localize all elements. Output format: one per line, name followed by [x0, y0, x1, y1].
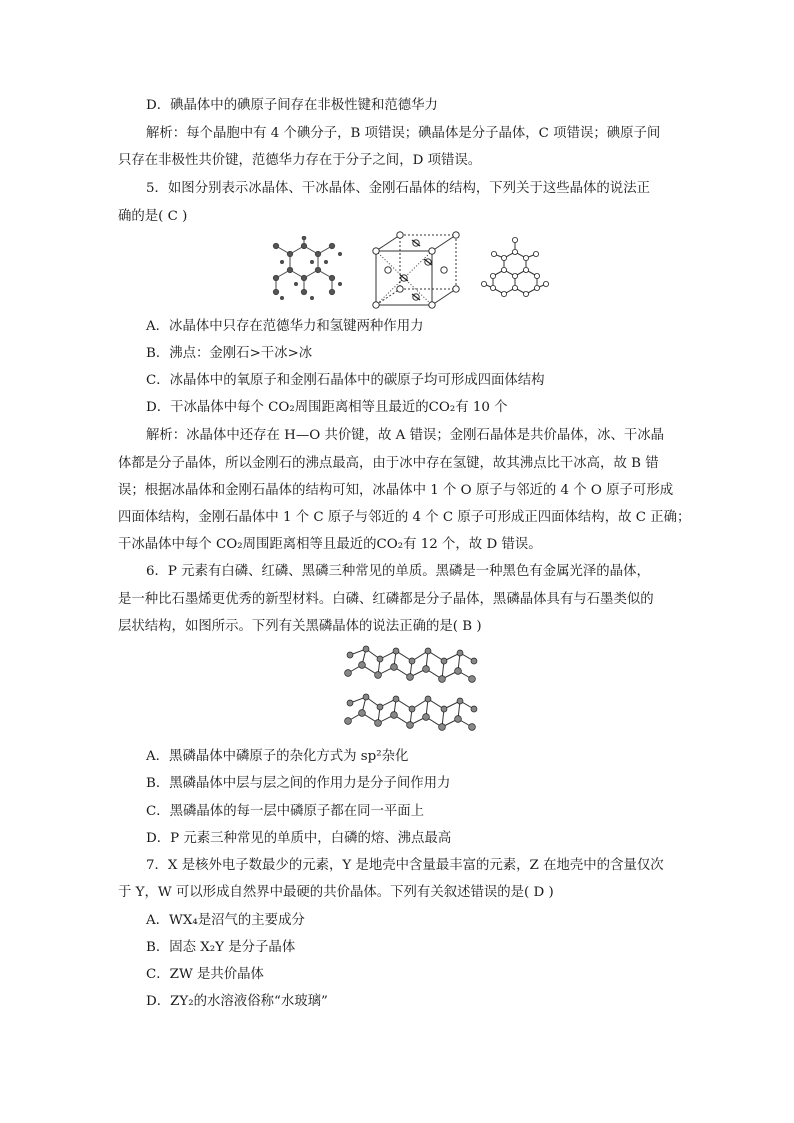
q6-stem-line-2: 是一种比石墨烯更优秀的新型材料。白磷、红磷都是分子晶体，黑磷晶体具有与石墨类似的	[118, 592, 654, 607]
q7-stem-line-1: 7．X 是核外电子数最少的元素，Y 是地壳中含量最丰富的元素，Z 在地壳中的含量仅次	[146, 858, 664, 873]
q5-option-b: B．沸点：金刚石>干冰>冰	[146, 346, 313, 361]
q6-stem-line-1: 6．P 元素有白磷、红磷、黑磷三种常见的单质。黑磷是一种黑色有金属光泽的晶体，	[146, 564, 650, 579]
q5-analysis-line-5: 干冰晶体中每个 CO₂周围距离相等且最近的CO₂有 12 个，故 D 错误。	[118, 537, 542, 552]
q5-analysis-line-1: 解析：冰晶体中还存在 H—O 共价键，故 A 错误；金刚石晶体是共价晶体，冰、干冰晶	[146, 428, 665, 443]
diamond-crystal-figure	[480, 236, 550, 302]
ice-crystal-figure	[268, 236, 346, 302]
q7-option-b: B．固态 X₂Y 是分子晶体	[146, 940, 296, 955]
black-phosphorus-figure	[340, 643, 480, 743]
q5-stem-line-1: 5．如图分别表示冰晶体、干冰晶体、金刚石晶体的结构，下列关于这些晶体的说法正	[146, 181, 650, 196]
q5-analysis-line-2: 体都是分子晶体，所以金刚石的沸点最高，由于冰中存在氢键，故其沸点比干冰高，故 B 错	[118, 456, 659, 471]
q4-option-d: D．碘晶体中的碘原子间存在非极性键和范德华力	[146, 98, 438, 113]
q6-option-c: C．黑磷晶体的每一层中磷原子都在同一平面上	[146, 804, 425, 819]
dry-ice-crystal-figure	[370, 229, 464, 309]
q6-option-b: B．黑磷晶体中层与层之间的作用力是分子间作用力	[146, 776, 451, 791]
q7-stem-line-2: 于 Y，W 可以形成自然界中最硬的共价晶体。下列有关叙述错误的是( D )	[118, 885, 554, 900]
q5-stem-line-2: 确的是( C )	[118, 209, 188, 224]
q6-stem-line-3: 层状结构，如图所示。下列有关黑磷晶体的说法正确的是( B )	[118, 619, 482, 634]
q5-option-c: C．冰晶体中的氧原子和金刚石晶体中的碳原子均可形成四面体结构	[146, 373, 545, 388]
q6-option-a: A．黑磷晶体中磷原子的杂化方式为 sp²杂化	[146, 749, 409, 764]
q5-analysis-line-3: 误；根据冰晶体和金刚石晶体的结构可知，冰晶体中 1 个 O 原子与邻近的 4 个 O 原子可形成	[118, 483, 674, 498]
q7-option-c: C．ZW 是共价晶体	[146, 967, 264, 982]
q5-option-d: D．干冰晶体中每个 CO₂周围距离相等且最近的CO₂有 10 个	[146, 400, 508, 415]
q7-option-a: A．WX₄是沼气的主要成分	[146, 913, 305, 928]
q5-option-a: A．冰晶体中只存在范德华力和氢键两种作用力	[146, 319, 424, 334]
q7-option-d: D．ZY₂的水溶液俗称“水玻璃”	[146, 994, 328, 1009]
q6-option-d: D．P 元素三种常见的单质中，白磷的熔、沸点最高	[146, 831, 452, 846]
q5-analysis-line-4: 四面体结构，金刚石晶体中 1 个 C 原子与邻近的 4 个 C 原子可形成正四面体结构，故 C 正确；	[118, 510, 691, 525]
q4-analysis-line-2: 只存在非极性共价键，范德华力存在于分子之间，D 项错误。	[118, 153, 482, 168]
q4-analysis-line-1: 解析：每个晶胞中有 4 个碘分子，B 项错误；碘晶体是分子晶体，C 项错误；碘原子间	[146, 126, 661, 141]
